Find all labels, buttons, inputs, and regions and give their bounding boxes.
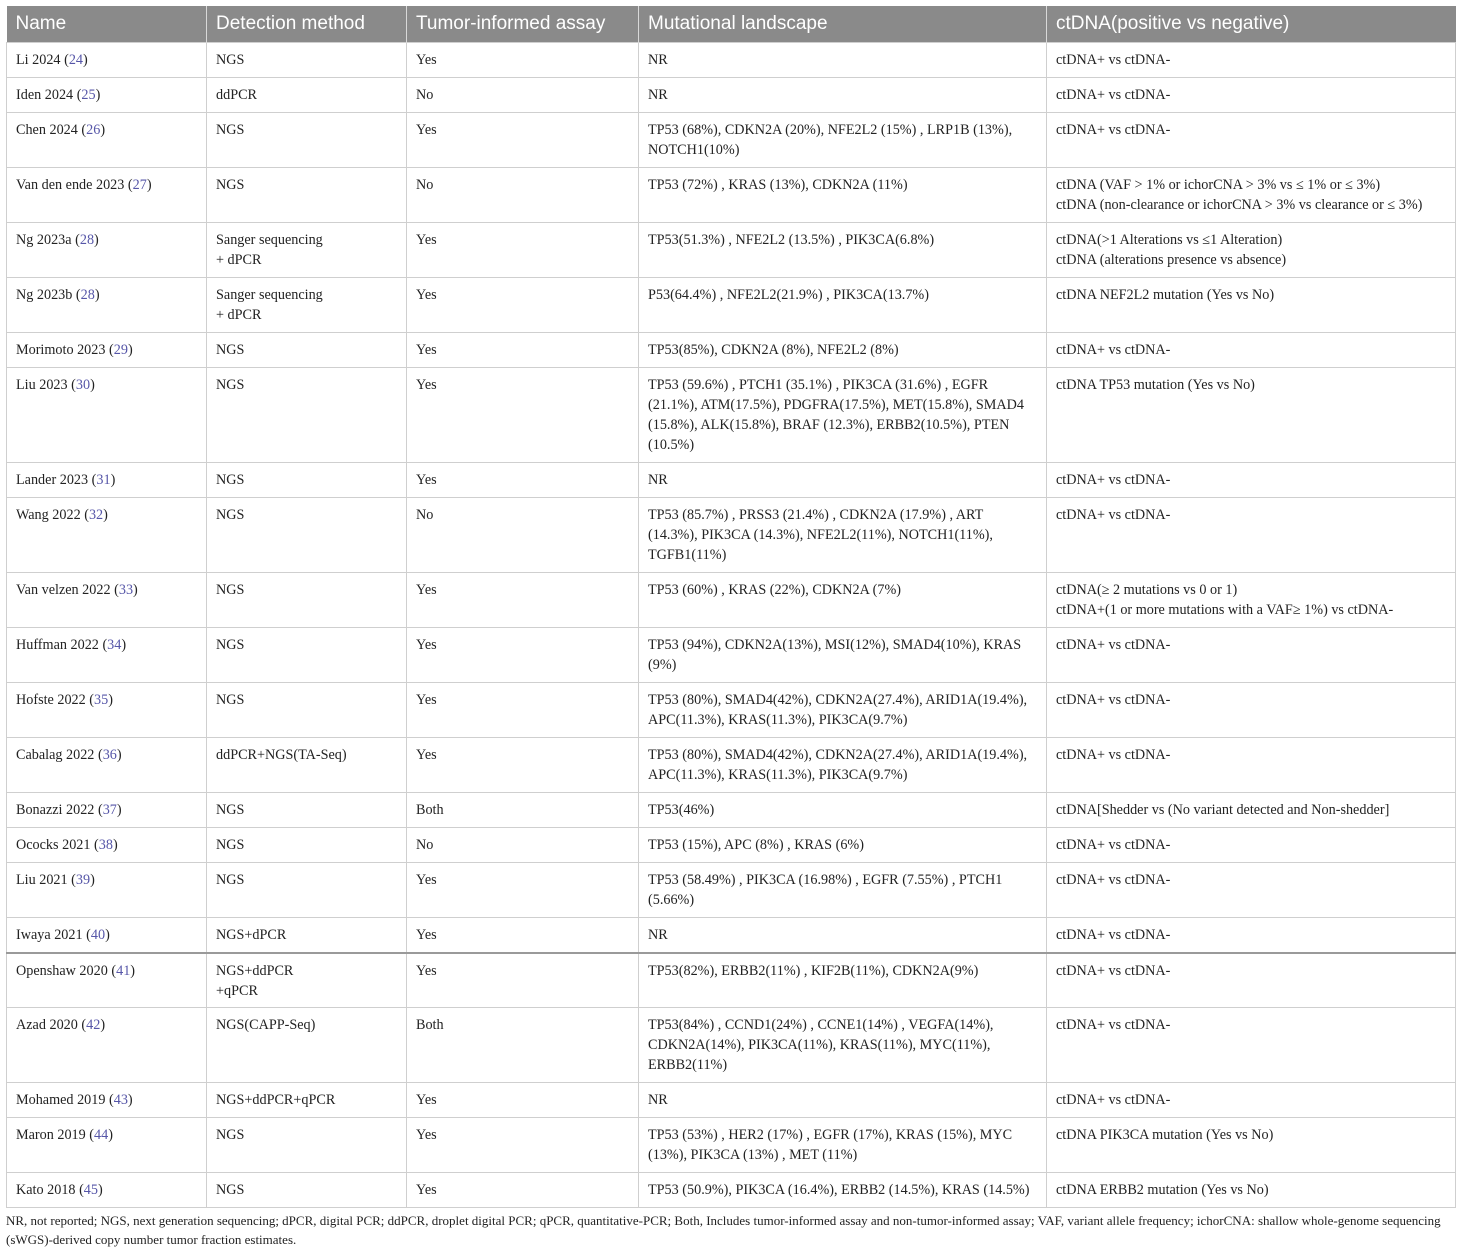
cell-mutational-landscape: TP53(46%) (639, 793, 1047, 828)
reference-link[interactable]: 41 (116, 962, 131, 979)
cell-study-name: Chen 2024 (26) (7, 113, 207, 168)
study-name: Ococks 2021 (16, 837, 91, 853)
cell-detection-method: ddPCR (207, 78, 407, 113)
study-name: Iwaya 2021 (16, 927, 83, 943)
cell-detection-method: NGS (207, 863, 407, 918)
reference-link[interactable]: 45 (83, 1182, 98, 1198)
study-name: Maron 2019 (16, 1127, 86, 1143)
cell-ctdna-comparison: ctDNA+ vs ctDNA- (1047, 463, 1456, 498)
table-body (7, 43, 1456, 1208)
study-name: Azad 2020 (16, 1017, 78, 1033)
cell-ctdna-comparison: ctDNA+ vs ctDNA- (1047, 498, 1456, 573)
reference-link[interactable]: 28 (80, 287, 95, 303)
cell-detection-method: NGS (207, 498, 407, 573)
study-name: Liu 2023 (16, 377, 68, 393)
reference-link[interactable]: 36 (102, 747, 117, 763)
cell-tumor-informed-assay: No (407, 168, 639, 223)
study-name: Li 2024 (16, 52, 61, 68)
cell-ctdna-comparison: ctDNA+ vs ctDNA- (1047, 1083, 1456, 1118)
cell-detection-method: NGS (207, 628, 407, 683)
cell-ctdna-comparison: ctDNA+ vs ctDNA- (1047, 628, 1456, 683)
cell-ctdna-comparison: ctDNA+ vs ctDNA- (1047, 113, 1456, 168)
table-row (7, 828, 1456, 863)
cell-ctdna-comparison: ctDNA+ vs ctDNA- (1047, 918, 1456, 953)
cell-ctdna-comparison: ctDNA+ vs ctDNA- (1047, 683, 1456, 738)
cell-study-name: Openshaw 2020 (41) (7, 953, 207, 1008)
cell-mutational-landscape: TP53 (59.6%) , PTCH1 (35.1%) , PIK3CA (31.6%) , EGFR (21.1%), ATM(17.5%), PDGFRA(17.5%), MET(15.8%), SMAD4 (15.8%), ALK(15.8%), BRAF (12.3%), ERBB2(10.5%), PTEN (10.5%) (639, 368, 1047, 463)
cell-ctdna-comparison: ctDNA (VAF > 1% or ichorCNA > 3% vs ≤ 1% or ≤ 3%) ctDNA (non-clearance or ichorCNA > 3% vs clearance or ≤ 3%) (1047, 168, 1456, 223)
cell-mutational-landscape: TP53(85%), CDKN2A (8%), NFE2L2 (8%) (639, 333, 1047, 368)
cell-study-name: Iwaya 2021 (40) (7, 918, 207, 953)
table-row (7, 223, 1456, 278)
cell-ctdna-comparison: ctDNA+ vs ctDNA- (1047, 333, 1456, 368)
cell-detection-method: NGS (207, 43, 407, 78)
cell-detection-method: NGS (207, 1118, 407, 1173)
cell-tumor-informed-assay: Yes (407, 953, 639, 1008)
table-container (6, 6, 1455, 1208)
reference-link[interactable]: 39 (75, 872, 91, 888)
reference-link[interactable]: 37 (102, 802, 117, 818)
cell-study-name: Morimoto 2023 (29) (7, 333, 207, 368)
cell-ctdna-comparison: ctDNA NEF2L2 mutation (Yes vs No) (1047, 278, 1456, 333)
cell-detection-method: NGS (207, 463, 407, 498)
reference-link[interactable]: 42 (86, 1017, 101, 1033)
study-name: Liu 2021 (16, 872, 68, 888)
table-row (7, 78, 1456, 113)
cell-study-name: Kato 2018 (45) (7, 1173, 207, 1208)
cell-ctdna-comparison: ctDNA+ vs ctDNA- (1047, 78, 1456, 113)
cell-tumor-informed-assay: Yes (407, 1173, 639, 1208)
study-name: Ng 2023b (16, 287, 73, 303)
reference-link[interactable]: 31 (96, 472, 111, 488)
cell-tumor-informed-assay: Yes (407, 573, 639, 628)
cell-study-name: Bonazzi 2022 (37) (7, 793, 207, 828)
reference-link[interactable]: 29 (113, 342, 128, 358)
reference-link[interactable]: 40 (90, 927, 106, 943)
cell-tumor-informed-assay: Yes (407, 278, 639, 333)
cell-study-name: Van den ende 2023 (27) (7, 168, 207, 223)
reference-link[interactable]: 28 (79, 232, 95, 248)
cell-tumor-informed-assay: Yes (407, 113, 639, 168)
cell-ctdna-comparison: ctDNA+ vs ctDNA- (1047, 863, 1456, 918)
cell-ctdna-comparison: ctDNA+ vs ctDNA- (1047, 738, 1456, 793)
study-name: Lander 2023 (16, 472, 89, 488)
cell-study-name: Azad 2020 (42) (7, 1008, 207, 1083)
table-row (7, 498, 1456, 573)
reference-link[interactable]: 32 (88, 507, 104, 523)
reference-link[interactable]: 27 (132, 177, 147, 193)
cell-study-name: Li 2024 (24) (7, 43, 207, 78)
reference-link[interactable]: 34 (107, 637, 122, 653)
cell-ctdna-comparison: ctDNA+ vs ctDNA- (1047, 828, 1456, 863)
cell-detection-method: NGS (207, 573, 407, 628)
reference-link[interactable]: 38 (98, 837, 113, 853)
header-detection-method: Detection method (207, 6, 407, 43)
study-name: Kato 2018 (16, 1182, 76, 1198)
table-row (7, 168, 1456, 223)
cell-study-name: Huffman 2022 (34) (7, 628, 207, 683)
study-name: Mohamed 2019 (16, 1092, 106, 1108)
cell-study-name: Maron 2019 (44) (7, 1118, 207, 1173)
cell-study-name: Iden 2024 (25) (7, 78, 207, 113)
cell-detection-method: NGS (207, 683, 407, 738)
cell-mutational-landscape: P53(64.4%) , NFE2L2(21.9%) , PIK3CA(13.7%) (639, 278, 1047, 333)
cell-detection-method: NGS+ddPCR +qPCR (207, 953, 407, 1008)
cell-study-name: Lander 2023 (31) (7, 463, 207, 498)
table-row (7, 738, 1456, 793)
cell-mutational-landscape: NR (639, 78, 1047, 113)
study-name: Chen 2024 (16, 122, 78, 138)
cell-tumor-informed-assay: Yes (407, 738, 639, 793)
cell-study-name: Ng 2023b (28) (7, 278, 207, 333)
cell-mutational-landscape: NR (639, 463, 1047, 498)
cell-mutational-landscape: TP53(82%), ERBB2(11%) , KIF2B(11%), CDKN2A(9%) (639, 953, 1047, 1008)
cell-mutational-landscape: TP53 (60%) , KRAS (22%), CDKN2A (7%) (639, 573, 1047, 628)
cell-detection-method: Sanger sequencing + dPCR (207, 223, 407, 278)
study-name: Openshaw 2020 (16, 962, 108, 979)
table-row (7, 863, 1456, 918)
cell-mutational-landscape: TP53(84%) , CCND1(24%) , CCNE1(14%) , VEGFA(14%), CDKN2A(14%), PIK3CA(11%), KRAS(11%), MYC(11%), ERBB2(11%) (639, 1008, 1047, 1083)
cell-mutational-landscape: TP53 (80%), SMAD4(42%), CDKN2A(27.4%), ARID1A(19.4%), APC(11.3%), KRAS(11.3%), PIK3CA(9.7%) (639, 738, 1047, 793)
cell-mutational-landscape: TP53 (85.7%) , PRSS3 (21.4%) , CDKN2A (17.9%) , ART (14.3%), PIK3CA (14.3%), NFE2L2(11%), NOTCH1(11%), TGFB1(11%) (639, 498, 1047, 573)
cell-detection-method: NGS (207, 168, 407, 223)
reference-link[interactable]: 33 (118, 582, 134, 598)
table-row (7, 368, 1456, 463)
cell-mutational-landscape: TP53 (94%), CDKN2A(13%), MSI(12%), SMAD4(10%), KRAS (9%) (639, 628, 1047, 683)
cell-detection-method: NGS+ddPCR+qPCR (207, 1083, 407, 1118)
reference-link[interactable]: 35 (94, 692, 109, 708)
cell-detection-method: NGS (207, 113, 407, 168)
study-name: Hofste 2022 (16, 692, 86, 708)
study-name: Wang 2022 (16, 507, 81, 523)
cell-study-name: Wang 2022 (32) (7, 498, 207, 573)
cell-tumor-informed-assay: Yes (407, 223, 639, 278)
table-row (7, 1173, 1456, 1208)
cell-mutational-landscape: NR (639, 43, 1047, 78)
study-name: Huffman 2022 (16, 637, 99, 653)
cell-ctdna-comparison: ctDNA+ vs ctDNA- (1047, 43, 1456, 78)
cell-tumor-informed-assay: Yes (407, 43, 639, 78)
cell-tumor-informed-assay: No (407, 78, 639, 113)
reference-link[interactable]: 26 (86, 122, 101, 138)
cell-tumor-informed-assay: Yes (407, 863, 639, 918)
cell-mutational-landscape: TP53(51.3%) , NFE2L2 (13.5%) , PIK3CA(6.8%) (639, 223, 1047, 278)
cell-study-name: Hofste 2022 (35) (7, 683, 207, 738)
cell-study-name: Ococks 2021 (38) (7, 828, 207, 863)
table-row (7, 628, 1456, 683)
table-row (7, 1083, 1456, 1118)
study-name: Van den ende 2023 (16, 177, 125, 193)
cell-detection-method: NGS(CAPP-Seq) (207, 1008, 407, 1083)
cell-mutational-landscape: TP53 (50.9%), PIK3CA (16.4%), ERBB2 (14.5%), KRAS (14.5%) (639, 1173, 1047, 1208)
reference-link[interactable]: 25 (81, 87, 96, 103)
cell-study-name: Cabalag 2022 (36) (7, 738, 207, 793)
reference-link[interactable]: 24 (68, 52, 83, 68)
cell-tumor-informed-assay: Yes (407, 333, 639, 368)
cell-tumor-informed-assay: No (407, 498, 639, 573)
cell-tumor-informed-assay: Yes (407, 368, 639, 463)
table-row (7, 573, 1456, 628)
cell-tumor-informed-assay: Both (407, 793, 639, 828)
table-row (7, 278, 1456, 333)
cell-detection-method: NGS (207, 368, 407, 463)
table-row (7, 953, 1456, 1008)
cell-mutational-landscape: NR (639, 918, 1047, 953)
cell-tumor-informed-assay: Yes (407, 628, 639, 683)
cell-detection-method: ddPCR+NGS(TA-Seq) (207, 738, 407, 793)
cell-mutational-landscape: TP53 (58.49%) , PIK3CA (16.98%) , EGFR (7.55%) , PTCH1 (5.66%) (639, 863, 1047, 918)
cell-tumor-informed-assay: Both (407, 1008, 639, 1083)
table-row (7, 113, 1456, 168)
table-row (7, 683, 1456, 738)
cell-tumor-informed-assay: Yes (407, 1083, 639, 1118)
table-row (7, 918, 1456, 953)
study-name: Iden 2024 (16, 87, 74, 103)
study-name: Van velzen 2022 (16, 582, 111, 598)
reference-link[interactable]: 44 (94, 1127, 109, 1143)
cell-ctdna-comparison: ctDNA PIK3CA mutation (Yes vs No) (1047, 1118, 1456, 1173)
cell-tumor-informed-assay: Yes (407, 918, 639, 953)
cell-ctdna-comparison: ctDNA+ vs ctDNA- (1047, 1008, 1456, 1083)
cell-ctdna-comparison: ctDNA(>1 Alterations vs ≤1 Alteration) ctDNA (alterations presence vs absence) (1047, 223, 1456, 278)
header-name: Name (7, 6, 207, 43)
cell-study-name: Liu 2023 (30) (7, 368, 207, 463)
cell-mutational-landscape: TP53 (80%), SMAD4(42%), CDKN2A(27.4%), ARID1A(19.4%), APC(11.3%), KRAS(11.3%), PIK3CA(9.7%) (639, 683, 1047, 738)
header-mutational-landscape: Mutational landscape (639, 6, 1047, 43)
cell-mutational-landscape: TP53 (53%) , HER2 (17%) , EGFR (17%), KRAS (15%), MYC (13%), PIK3CA (13%) , MET (11%) (639, 1118, 1047, 1173)
reference-link[interactable]: 30 (75, 377, 91, 393)
table-row (7, 333, 1456, 368)
table-row (7, 1008, 1456, 1083)
cell-detection-method: NGS (207, 333, 407, 368)
cell-ctdna-comparison: ctDNA ERBB2 mutation (Yes vs No) (1047, 1173, 1456, 1208)
cell-study-name: Liu 2021 (39) (7, 863, 207, 918)
study-name: Morimoto 2023 (16, 342, 106, 358)
cell-detection-method: NGS (207, 1173, 407, 1208)
reference-link[interactable]: 43 (113, 1092, 128, 1108)
cell-mutational-landscape: TP53 (72%) , KRAS (13%), CDKN2A (11%) (639, 168, 1047, 223)
cell-ctdna-comparison: ctDNA+ vs ctDNA- (1047, 953, 1456, 1008)
cell-mutational-landscape: NR (639, 1083, 1047, 1118)
study-name: Bonazzi 2022 (16, 802, 95, 818)
cell-tumor-informed-assay: Yes (407, 683, 639, 738)
cell-mutational-landscape: TP53 (15%), APC (8%) , KRAS (6%) (639, 828, 1047, 863)
table-footnote: NR, not reported; NGS, next generation sequencing; dPCR, digital PCR; ddPCR, droplet digital PCR; qPCR, quantitative-PCR; Both, Includes tumor-informed assay and non-tumor-informed assay; VAF, variant allele frequency; ichorCNA: shallow whole-genome sequencing (sWGS)-derived copy number tumor fraction estimates. (6, 1213, 1441, 1247)
table-row (7, 463, 1456, 498)
cell-mutational-landscape: TP53 (68%), CDKN2A (20%), NFE2L2 (15%) , LRP1B (13%), NOTCH1(10%) (639, 113, 1047, 168)
table-row (7, 43, 1456, 78)
cell-ctdna-comparison: ctDNA TP53 mutation (Yes vs No) (1047, 368, 1456, 463)
cell-study-name: Mohamed 2019 (43) (7, 1083, 207, 1118)
study-name: Ng 2023a (16, 232, 72, 248)
cell-ctdna-comparison: ctDNA[Shedder vs (No variant detected and Non-shedder] (1047, 793, 1456, 828)
header-ctdna: ctDNA(positive vs negative) (1047, 6, 1456, 43)
cell-detection-method: NGS+dPCR (207, 918, 407, 953)
cell-study-name: Ng 2023a (28) (7, 223, 207, 278)
cell-detection-method: NGS (207, 793, 407, 828)
cell-tumor-informed-assay: No (407, 828, 639, 863)
header-row (7, 6, 1456, 43)
cell-tumor-informed-assay: Yes (407, 463, 639, 498)
study-name: Cabalag 2022 (16, 747, 95, 763)
cell-detection-method: Sanger sequencing + dPCR (207, 278, 407, 333)
cell-detection-method: NGS (207, 828, 407, 863)
studies-table (6, 6, 1456, 1208)
header-tumor-informed-assay: Tumor-informed assay (407, 6, 639, 43)
table-row (7, 1118, 1456, 1173)
table-row (7, 793, 1456, 828)
cell-ctdna-comparison: ctDNA(≥ 2 mutations vs 0 or 1) ctDNA+(1 or more mutations with a VAF≥ 1%) vs ctDNA- (1047, 573, 1456, 628)
cell-tumor-informed-assay: Yes (407, 1118, 639, 1173)
cell-study-name: Van velzen 2022 (33) (7, 573, 207, 628)
